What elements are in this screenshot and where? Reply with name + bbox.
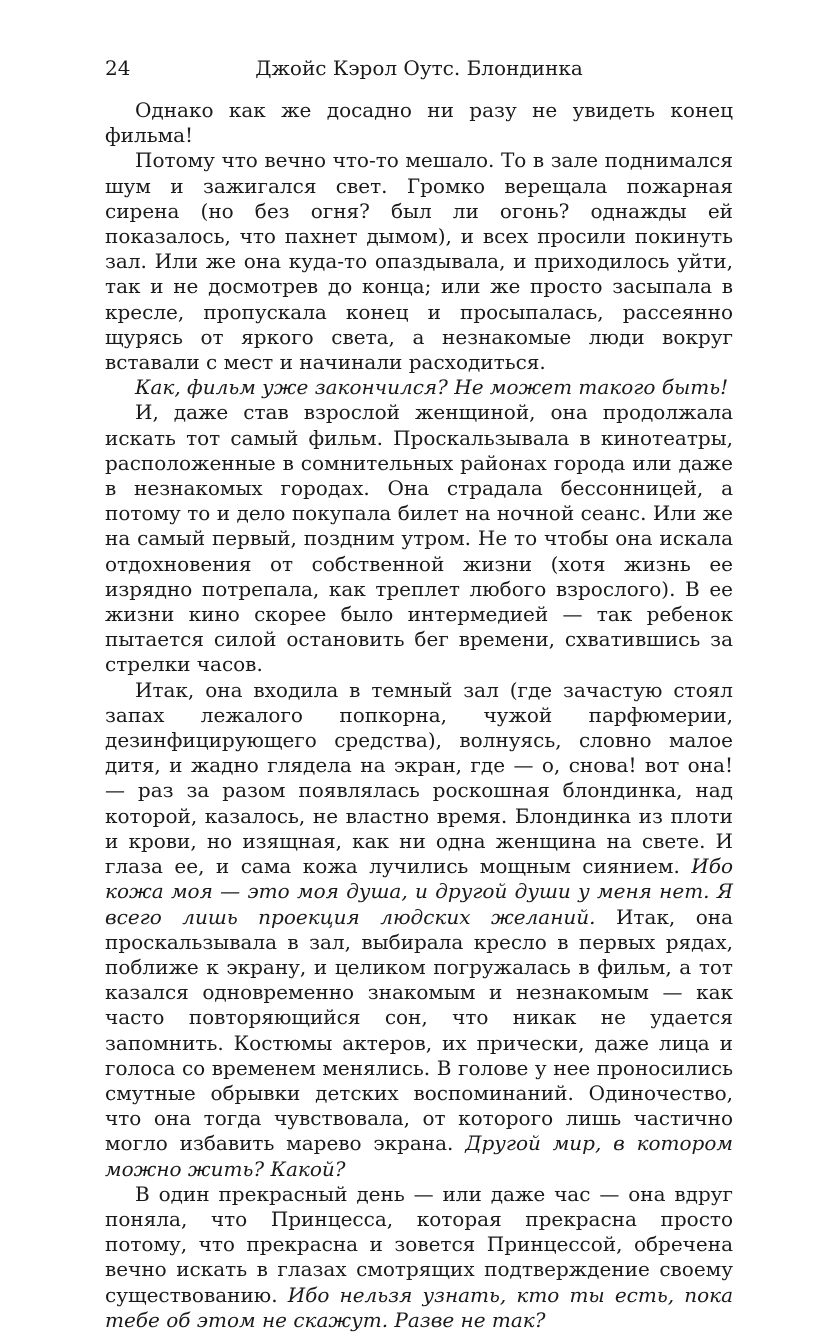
text-run: Потому что вечно что-то мешало. То в зале поднимался шум и зажигался свет. Громко верещала пожарная сирена (но без огня? был ли огонь? однажды ей показалось, что пахнет дымом), и всех просили покинуть зал. Или же она куда-то опаздывала, и приходилось уйти, так и не досмотрев до конца; или же просто засыпала в кресле, пропускала конец и просыпалась, рассеянно щурясь от яркого света, а незнакомые люди вокруг вставали с мест и начинали расходиться. (105, 148, 733, 375)
paragraph-2 (105, 148, 733, 375)
body-text (105, 98, 733, 1333)
text-run: И, даже став взрослой женщиной, она продолжала искать тот самый фильм. Проскальзывала в кинотеатры, расположенные в сомнительных районах города или даже в незнакомых городах. Она страдала бессонницей, а потому то и дело покупала билет на ночной сеанс. Или же на самый первый, поздним утром. Не то чтобы она искала отдохновения от собственной жизни (хотя жизнь ее изрядно потрепала, как треплет любого взрослого). В ее жизни кино скорее было интермедией — так ребенок пытается силой остановить бег времени, схватившись за стрелки часов. (105, 400, 733, 677)
italic-text-run: Другой мир, в котором можно жить? Какой? (105, 1131, 733, 1181)
text-run: В один прекрасный день — или даже час — она вдруг поняла, что Принцесса, которая прекрасна просто потому, что прекрасна и зовется Принцессой, обречена вечно искать в глазах смотрящих подтверждение своему существованию. (105, 1181, 733, 1307)
text-run: Однако как же досадно ни разу не увидеть конец фильма! (105, 98, 733, 148)
page-number: 24 (105, 56, 131, 80)
text-run: Итак, она входила в темный зал (где зачастую стоял запах лежалого попкорна, чужой парфюмерии, дезинфицирующего средства), волнуясь, словно малое дитя, и жадно глядела на экран, где — о, снова! вот она! — раз за разом появлялась роскошная блондинка, над которой, казалось, не властно время. Блондинка из плоти и крови, но изящная, как ни одна женщина на свете. И глаза ее, и сама кожа лучились мощным сиянием. (105, 677, 733, 879)
paragraph-3 (105, 375, 733, 400)
italic-text-run: Ибо кожа моя — это моя душа, и другой души у меня нет. Я всего лишь проекция людских желаний. (105, 854, 733, 929)
running-title: Джойс Кэрол Оутс. Блондинка (255, 56, 583, 80)
italic-text-run: Ибо нельзя узнать, кто ты есть, пока тебе об этом не скажут. Разве не так? (105, 1282, 734, 1332)
paragraph-4 (105, 400, 733, 677)
paragraph-5 (105, 678, 733, 1182)
italic-text-run: Как, фильм уже закончился? Не может такого быть! (135, 375, 729, 400)
page-header (105, 56, 733, 84)
text-run: Итак, она проскальзывала в зал, выбирала кресло в первых рядах, поближе к экрану, и целиком погружалась в фильм, а тот казался одновременно знакомым и незнакомым — как часто повторяющийся сон, что никак не удается запомнить. Костюмы актеров, их прически, даже лица и голоса со временем менялись. В голове у нее проносились смутные обрывки детских воспоминаний. Одиночество, что она тогда чувствовала, от которого лишь частично могло избавить марево экрана. (105, 904, 733, 1156)
paragraph-1 (105, 98, 733, 148)
paragraph-6 (105, 1182, 733, 1333)
